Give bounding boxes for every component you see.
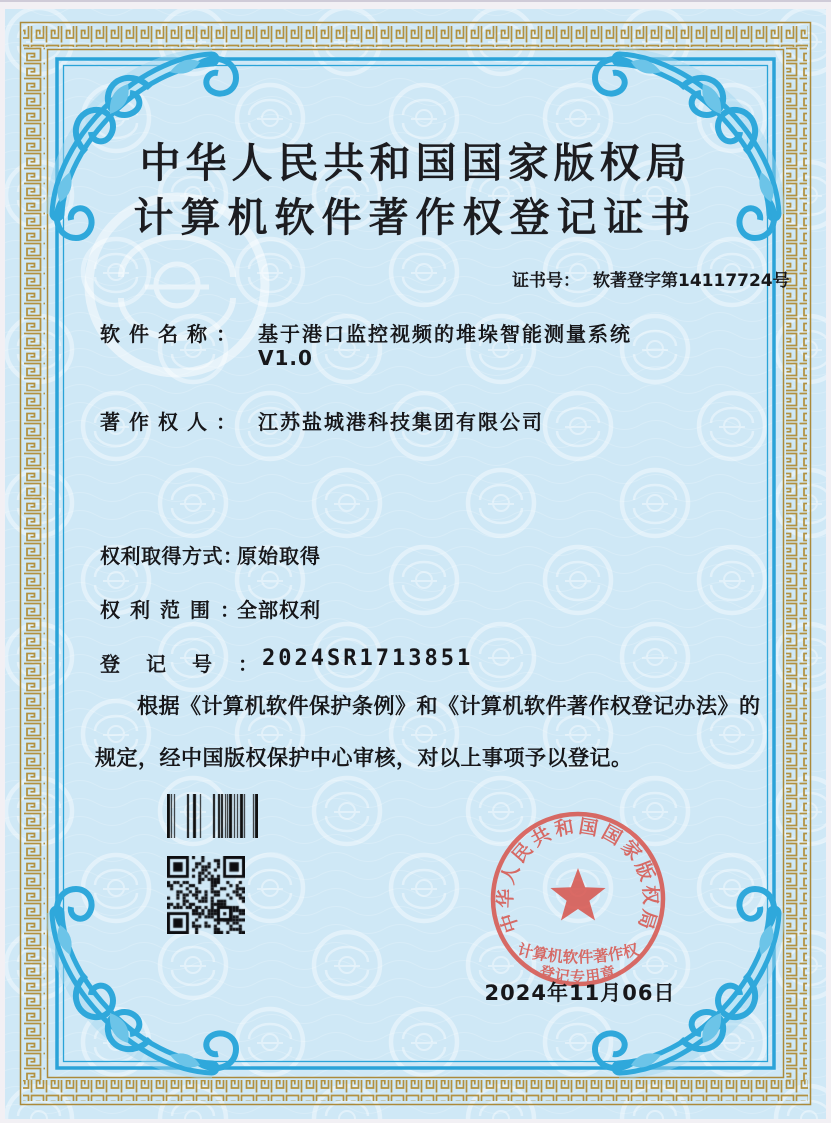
certificate-number-value: 软著登字第14117724号 — [593, 271, 790, 291]
field-row-copyright-owner — [100, 406, 544, 435]
rights-scope-value: 全部权利 — [237, 598, 321, 622]
seal-text-line1: 计算机软件著作权 — [515, 940, 641, 967]
svg-text:计算机软件著作权 — [516, 941, 641, 967]
field-row-registration-no — [100, 646, 474, 677]
field-row-software-name — [100, 318, 632, 347]
certificate-number — [512, 266, 790, 291]
copyright-owner-label: 著作权人： — [100, 410, 245, 434]
seal-star-icon — [550, 868, 605, 921]
registration-no-label: 登记号： — [100, 652, 284, 676]
seal-ring-text: 中华人民共和国国家版权局 — [494, 815, 662, 936]
acquisition-method-label: 权利取得方式： — [100, 544, 244, 568]
acquisition-method-value: 原始取得 — [237, 544, 321, 568]
software-version-value: V1.0 — [258, 346, 313, 370]
rights-scope-label: 权利范围： — [100, 598, 250, 622]
field-row-rights-scope — [100, 594, 321, 623]
registration-statement-line2: 规定，经中国版权保护中心审核，对以上事项予以登记。 — [95, 746, 633, 770]
authority-title: 中华人民共和国国家版权局 — [139, 139, 692, 187]
software-name-label: 软件名称： — [100, 322, 245, 346]
qr-code — [167, 856, 245, 934]
certificate-number-label: 证书号： — [512, 271, 580, 291]
copyright-owner-value: 江苏盐城港科技集团有限公司 — [258, 410, 544, 434]
official-seal — [487, 808, 669, 990]
field-row-acquisition-method — [100, 540, 321, 569]
seal-text-line2: 登记专用章 — [537, 962, 619, 986]
software-name-value: 基于港口监控视频的堆垛智能测量系统 — [258, 322, 632, 346]
barcode — [167, 794, 258, 838]
registration-no-value: 2024SR1713851 — [262, 646, 474, 671]
certificate-title: 计算机软件著作权登记证书 — [133, 194, 698, 241]
registration-date: 2024年11月06日 — [484, 981, 676, 1005]
registration-statement-line1: 根据《计算机软件保护条例》和《计算机软件著作权登记办法》的 — [137, 694, 761, 718]
